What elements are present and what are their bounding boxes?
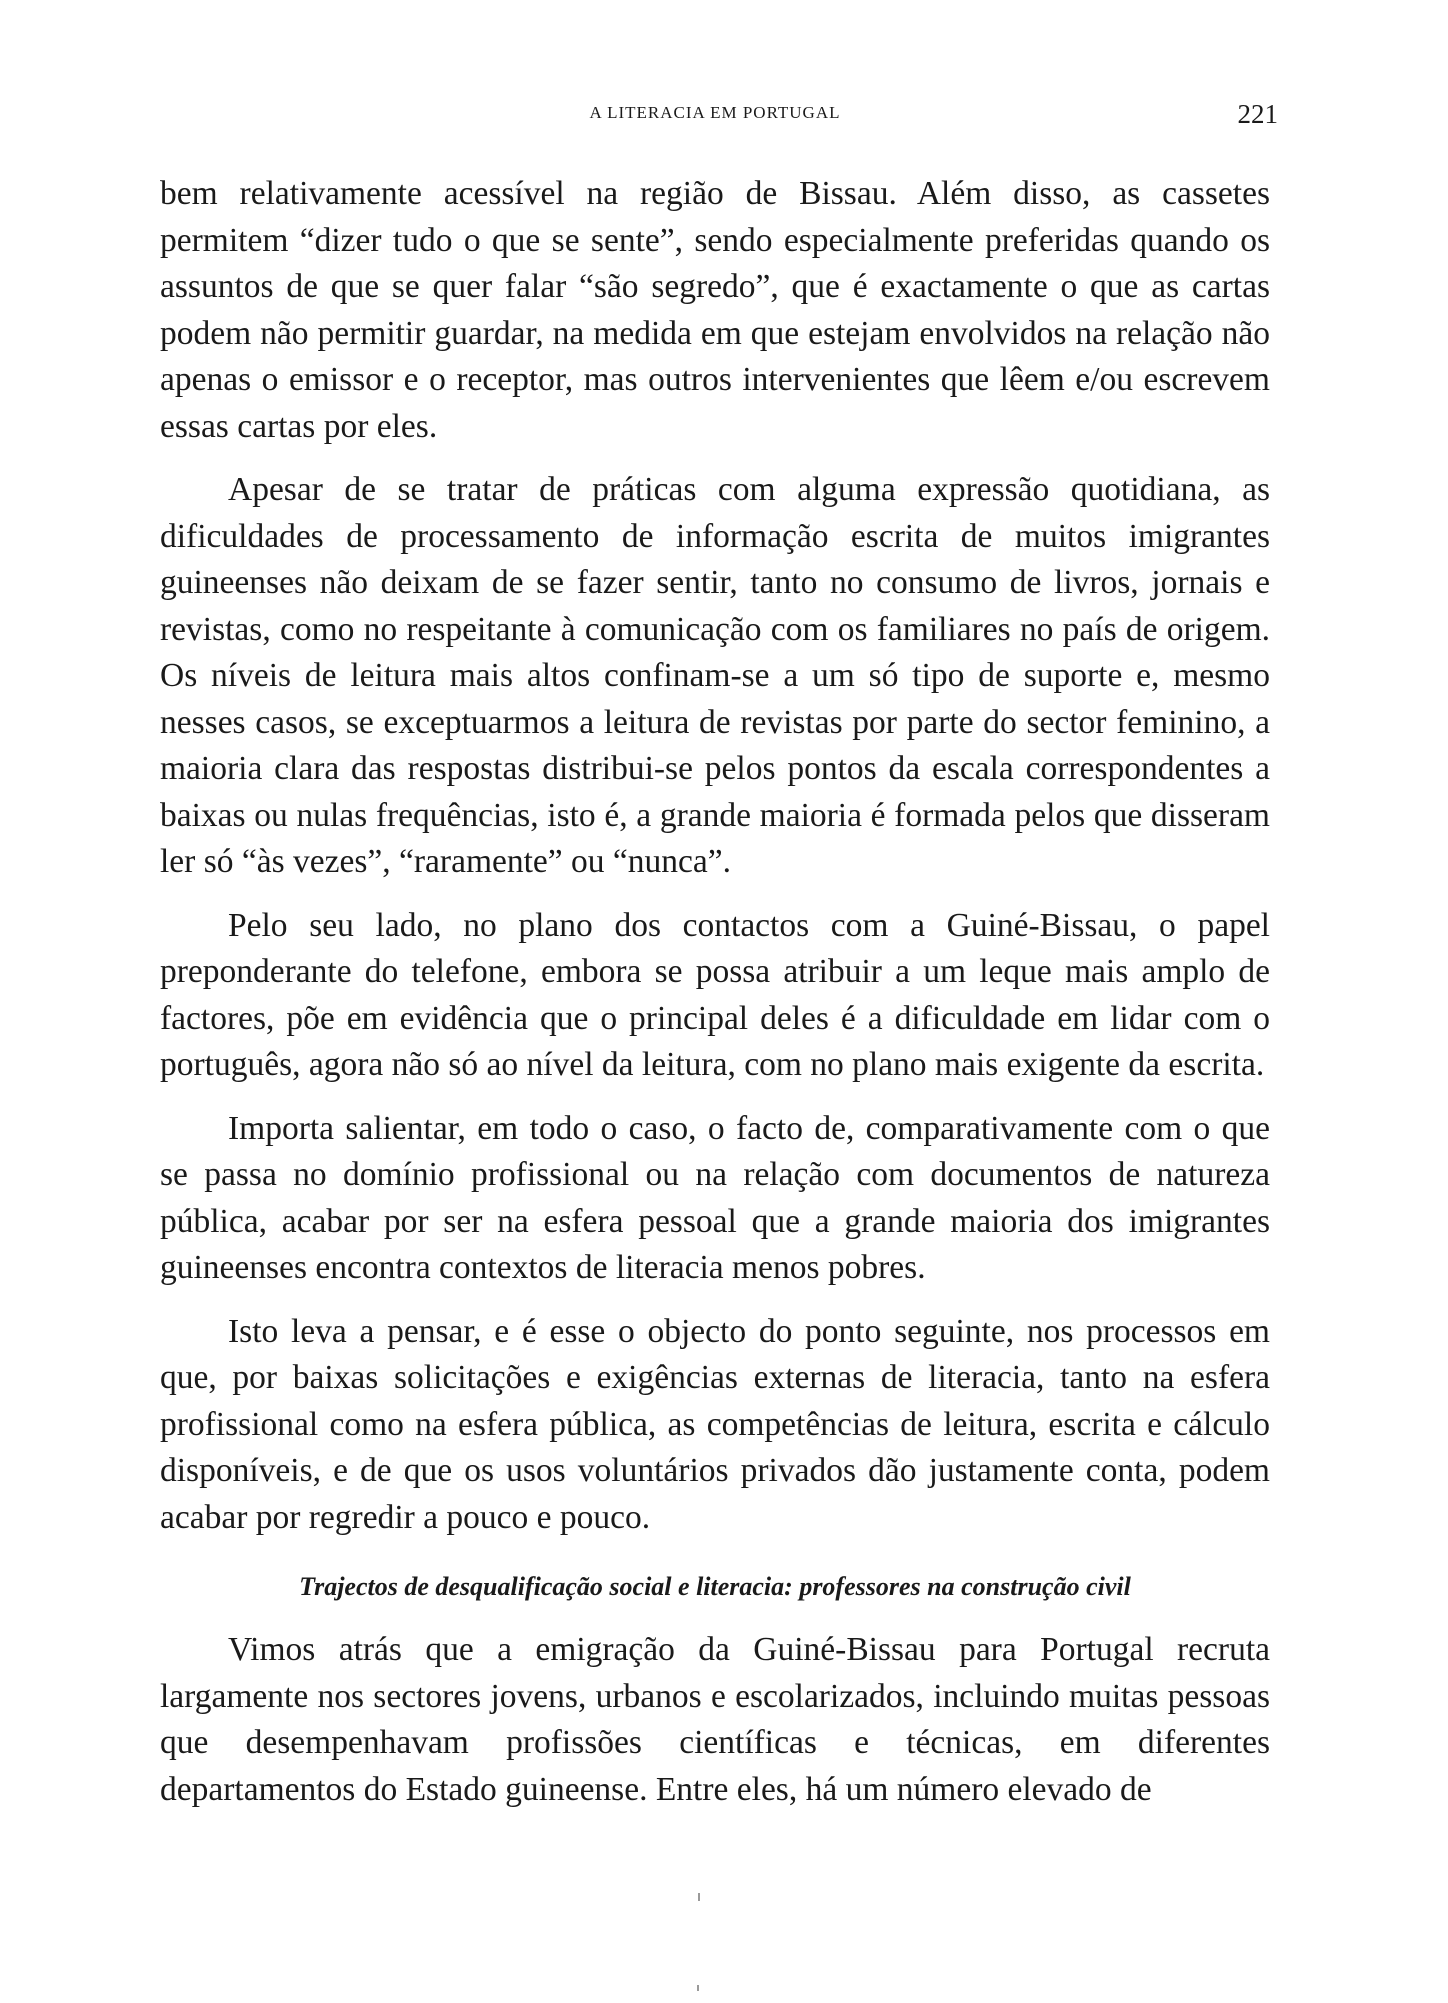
running-head [160,95,1278,135]
body-text [160,171,1270,1813]
running-title: A LITERACIA EM PORTUGAL [589,103,841,122]
page-number: 221 [1237,99,1278,129]
scan-artifact-mark [697,1985,699,1991]
paragraph: Pelo seu lado, no plano dos contactos com a Guiné-Bissau, o papel preponderante do telefone, embora se possa atribuir a um leque mais amplo de factores, põe em evidência que o principal deles é a dificuldade em lidar com o português, agora não só ao nível da leitura, com no plano mais exigente da escrita. [160,906,1270,1083]
paragraph-continuation: bem relativamente acessível na região de Bissau. Além disso, as cassetes permitem “dizer tudo o que se sente”, sendo especialmente preferidas quando os assuntos de que se quer falar “são segredo”, que é exactamente o que as cartas podem não permitir guardar, na medida em que estejam envolvidos na relação não apenas o emissor e o receptor, mas outros intervenientes que lêem e/ou escrevem essas cartas por eles. [160,175,1270,445]
scan-artifact-mark [698,1893,700,1901]
paragraph: Isto leva a pensar, e é esse o objecto do ponto seguinte, nos processos em que, por baixas solicitações e exigências externas de literacia, tanto na esfera profissional como na esfera pública, as competências de leitura, escrita e cálculo disponíveis, e de que os usos voluntários privados dão justamente conta, podem acabar por regredir a pouco e pouco. [160,1312,1270,1536]
section-heading: Trajectos de desqualificação social e literacia: professores na construção civil [299,1572,1131,1601]
paragraph: Importa salientar, em todo o caso, o facto de, comparativamente com o que se passa no domínio profissional ou na relação com documentos de natureza pública, acabar por ser na esfera pessoal que a grande maioria dos imigrantes guineenses encontra contextos de literacia menos pobres. [160,1109,1270,1286]
paragraph: Apesar de se tratar de práticas com alguma expressão quotidiana, as dificuldades de processamento de informação escrita de muitos imigrantes guineenses não deixam de se fazer sentir, tanto no consumo de livros, jornais e revistas, como no respeitante à comunicação com os familiares no país de origem. Os níveis de leitura mais altos confinam-se a um só tipo de suporte e, mesmo nesses casos, se exceptuarmos a leitura de revistas por parte do sector feminino, a maioria clara das respostas distribui-se pelos pontos da escala correspondentes a baixas ou nulas frequências, isto é, a grande maioria é formada pelos que disseram ler só “às vezes”, “raramente” ou “nunca”. [160,471,1270,880]
section-paragraph: Vimos atrás que a emigração da Guiné-Bissau para Portugal recruta largamente nos sectores jovens, urbanos e escolarizados, incluindo muitas pessoas que desempenhavam profissões científicas e técnicas, em diferentes departamentos do Estado guineense. Entre eles, há um número elevado de [160,1631,1270,1808]
book-page [160,95,1278,1830]
